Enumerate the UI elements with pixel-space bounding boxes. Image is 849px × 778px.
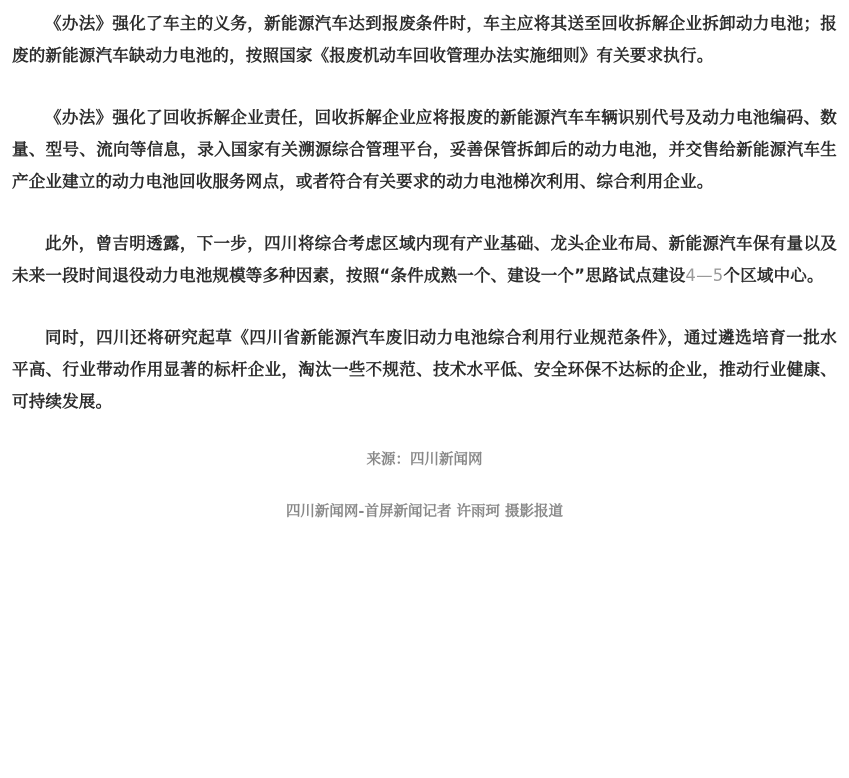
- article-credit: 四川新闻网-首屏新闻记者 许雨珂 摄影报道: [285, 504, 564, 520]
- paragraph-industry-standards: 同时，四川还将研究起草《四川省新能源汽车废旧动力电池综合利用行业规范条件》，通过遴选培育一批水平高、行业带动作用显著的标杆企业，淘汰一些不规范、技术水平低、安全环保不达标的企业，推动行业健康、可持续发展。: [12, 328, 837, 411]
- paragraph-owner-obligation: 《办法》强化了车主的义务，新能源汽车达到报废条件时，车主应将其送至回收拆解企业拆卸动力电池；报废的新能源汽车缺动力电池的，按照国家《报废机动车回收管理办法实施细则》有关要求执行。: [12, 14, 837, 65]
- article-source: 来源：四川新闻网: [366, 452, 483, 468]
- paragraph-dismantler-responsibility: 《办法》强化了回收拆解企业责任，回收拆解企业应将报废的新能源汽车车辆识别代号及动力电池编码、数量、型号、流向等信息，录入国家有关溯源综合管理平台，妥善保管拆卸后的动力电池，并交售给新能源汽车生产企业建立的动力电池回收服务网点，或者符合有关要求的动力电池梯次利用、综合利用企业。: [12, 108, 837, 191]
- center-count-range: 4—5: [685, 266, 724, 285]
- paragraph-regional-centers: [12, 228, 837, 292]
- paragraph-regional-centers-text-after: 个区域中心。: [723, 266, 824, 285]
- paragraph-regional-centers-text-before: 此外，曾吉明透露，下一步，四川将综合考虑区域内现有产业基础、龙头企业布局、新能源汽车保有量以及未来一段时间退役动力电池规模等多种因素，按照“条件成熟一个、建设一个”思路试点建设: [12, 234, 837, 285]
